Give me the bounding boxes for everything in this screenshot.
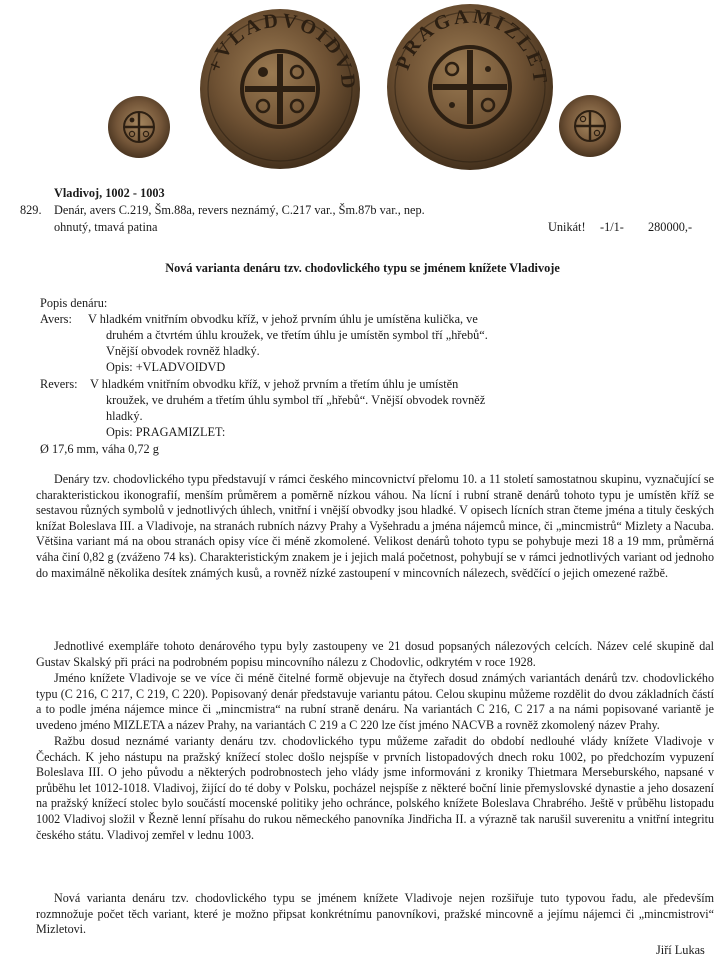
dimensions: Ø 17,6 mm, váha 0,72 g [40,442,159,456]
description-heading: Popis denáru: [40,296,108,310]
body-paragraph: Denáry tzv. chodovlického typu představují v rámci českého mincovnictví přelomu 10. a 11 století samostatnou skupinu, vyznačující se charakteristickou ikonografií, menším průměrem a poměrně nízkou váhou. Na lícní i rubní straně denárů tohoto typu je umístěn kříž se sestavou různých symbolů v jednotlivých úhlech, vnitřní i vnější obvodky jsou hladké. V opisech lícních stran čteme jména a tituly českých knížat Boleslava III. a Vladivoje, na stranách rubních názvy Prahy a Vyšehradu a jména nájemců mince, či „mincmistrů“ Mizlety a Nacuba. Většina variant má na obou stranách opisy více či méně zkomolené. Velikost denárů tohoto typu se pohybuje mezi 18 a 19 mm, průměrná váha činí 0,82 g (zváženo 74 ks). Charakteristickým znakem je i jejich malá početnost, pohybují se v rámci jednotlivých variant od jednoho do maximálně několika desítek známých kusů, a rovněž nízké zastoupení v mincovních nálezech, svědčící o jejich omezené ražbě. [36,472,714,580]
article-title: Nová varianta denáru tzv. chodovlického typu se jménem knížete Vladivoje [165,261,560,275]
obverse-legend: +VLADVOIDVD [203,9,360,93]
revers-line: hladký. [106,409,143,423]
lot-description-line2: ohnutý, tmavá patina [54,220,158,234]
body-paragraph: Jméno knížete Vladivoje se ve více či méně čitelné formě objevuje na čtyřech dosud známých variantách denárů tzv. chodovlického typu (C 216, C 217, C 219, C 220). Popisovaný denár představuje variantu pátou. Celou skupinu můžeme rozdělit do dvou základních částí a to podle jména nájemce mince či „mincmistra“ na rubní straně denáru. Na variantách C 216, C 217 a na námi popisované variantě je uvedeno jméno MIZLETA a název Prahy, na variantách C 219 a C 220 lze číst jméno NACVB a rovněž zkomolený název Prahy. [36,671,714,732]
body-paragraph: Ražbu dosud neznámé varianty denáru tzv. chodovlického typu můžeme zařadit do období nedlouhé vlády knížete Vladivoje v Čechách. K jeho nástupu na pražský knížecí stolec došlo nejspíše v prvních listopadových dnech roku 1002, po předchozím vypuzení Boleslava III. O jeho původu a některých podrobnostech jeho vlády jsme informováni z kroniky Thietmara Merseburského, napsané v průběhu let 1012-1018. Vladivoj, žijící do té doby v Polsku, pocházel nejspíše z některé boční linie přemyslovské dynastie a jeho dosazení na pražský knížecí stolec bylo součástí mocenské politiky jeho ochránce, polského knížete Boleslava Chrabrého. Ještě v průběhu listopadu 1002 Vladivoj složil v Řezně lenní přísahu do rukou německého panovníka Jindřicha II. a výrazně tak narušil suverenitu a vnitřní integritu českého státu. Vladivoj zemřel v lednu 1003. [36,734,714,842]
lot-grade: -1/1- [600,220,624,234]
coin-photos [0,0,725,182]
body-paragraph: Nová varianta denáru tzv. chodovlického typu se jménem knížete Vladivoje nejen rozšiřuje tuto typovou řadu, ale především rozmnožuje počet těch variant, které je možno připsat konkrétnímu panovníkovi, pražské mincovně a jejímu nájemci či „mincmistrovi“ Mizletovi. [36,891,714,937]
avers-line: V hladkém vnitřním obvodku kříž, v jehož prvním úhlu je umístěna kulička, ve [88,312,478,326]
lot-rarity: Unikát! [548,220,586,234]
lot-heading: Vladivoj, 1002 - 1003 [54,186,165,200]
avers-legend: Opis: +VLADVOIDVD [106,360,226,374]
avers-label: Avers: [40,312,72,326]
revers-legend: Opis: PRAGAMIZLET: [106,425,226,439]
coin-small-obverse [108,96,170,158]
lot-price: 280000,- [648,220,693,234]
coin-large-obverse [200,9,360,169]
revers-line: V hladkém vnitřním obvodku kříž, v jehož prvním a třetím úhlu je umístěn [90,377,459,391]
lot-description-line1: Denár, avers C.219, Šm.88a, revers neznámý, C.217 var., Šm.87b var., nep. [54,203,425,217]
body-paragraph: Jednotlivé exempláře tohoto denárového typu byly zastoupeny ve 21 dosud popsaných nálezových celcích. Název celé skupině dal Gustav Skalský při práci na podrobném popisu mincovního nálezu z Chodovlic, odkrytém v roce 1928. [36,639,714,669]
coin-large-reverse [387,4,553,170]
avers-line: Vnější obvodek rovněž hladký. [106,344,260,358]
coin-small-reverse [559,95,621,157]
avers-line: druhém a čtvrtém úhlu kroužek, ve třetím úhlu je umístěn symbol tří „hřebů“. [106,328,488,342]
author: Jiří Lukas [656,943,705,957]
revers-line: kroužek, ve druhém a třetím úhlu symbol tří „hřebů“. Vnější obvodek rovněž [106,393,486,407]
reverse-legend: PRAGAMIZLET [391,5,552,88]
revers-label: Revers: [40,377,78,391]
lot-number: 829. [20,203,42,217]
